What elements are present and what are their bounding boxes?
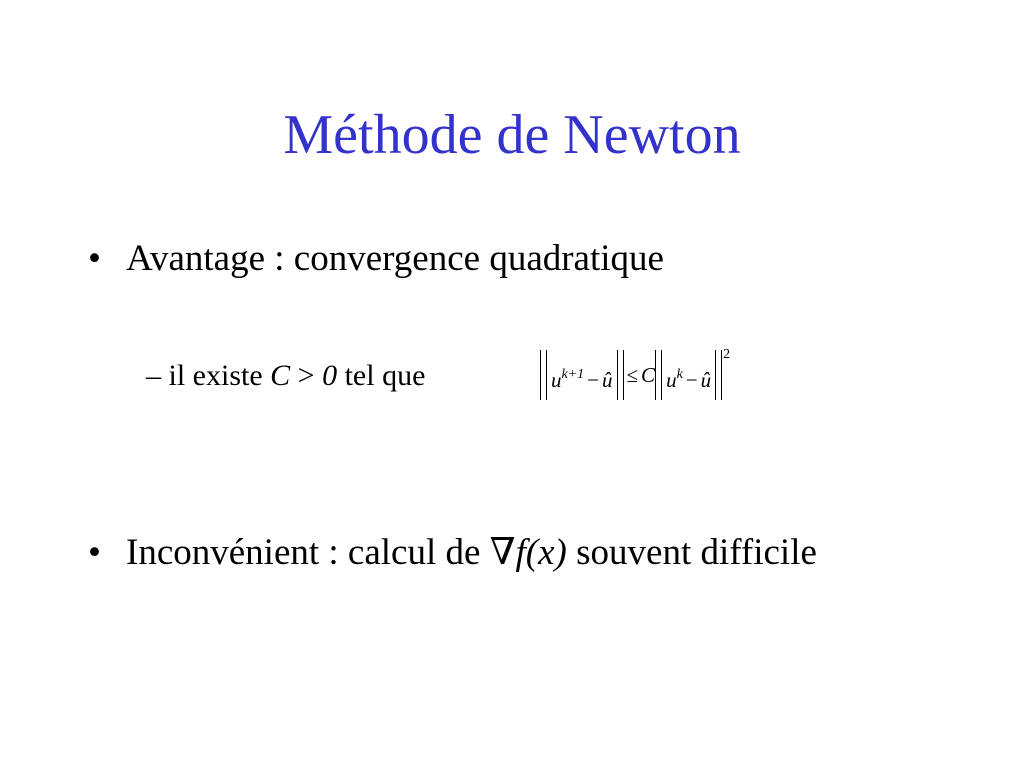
formula-minus-right: − — [685, 368, 698, 392]
bullet-advantage — [88, 236, 664, 282]
formula-u-right: u — [666, 368, 677, 392]
sub-bullet-condition — [146, 356, 425, 396]
slide-title: Méthode de Newton — [283, 104, 741, 166]
sub-bullet-dash: – — [146, 359, 161, 392]
formula-square: 2 — [723, 347, 731, 362]
formula-uhat-left: û — [602, 368, 613, 392]
formula-minus-left: − — [587, 368, 600, 392]
formula-uhat-right: û — [700, 368, 712, 392]
formula-u-left: u — [551, 368, 562, 392]
zero: 0 — [322, 359, 338, 392]
norm-right — [655, 348, 722, 402]
convergence-formula — [540, 348, 730, 408]
bullet-drawback-post: souvent difficile — [566, 532, 817, 573]
bullet-advantage-text: Avantage : convergence quadratique — [126, 238, 664, 279]
formula-le: ≤ — [626, 363, 639, 387]
formula-sup-right: k — [676, 367, 683, 382]
bullet-marker: • — [88, 238, 101, 279]
constant-c: C — [270, 359, 291, 392]
greater-than: > — [290, 359, 323, 392]
sub-bullet-post: tel que — [337, 359, 426, 392]
bullet-drawback-pre: Inconvénient : calcul de — [126, 532, 490, 573]
gradient-expression: ∇f(x) — [489, 532, 567, 573]
sub-bullet-pre: il existe — [168, 359, 271, 392]
bullet-marker: • — [88, 532, 101, 573]
norm-left — [540, 348, 624, 402]
formula-sup-left: k+1 — [561, 367, 585, 382]
bullet-drawback — [88, 530, 817, 576]
formula-c: C — [641, 363, 656, 387]
